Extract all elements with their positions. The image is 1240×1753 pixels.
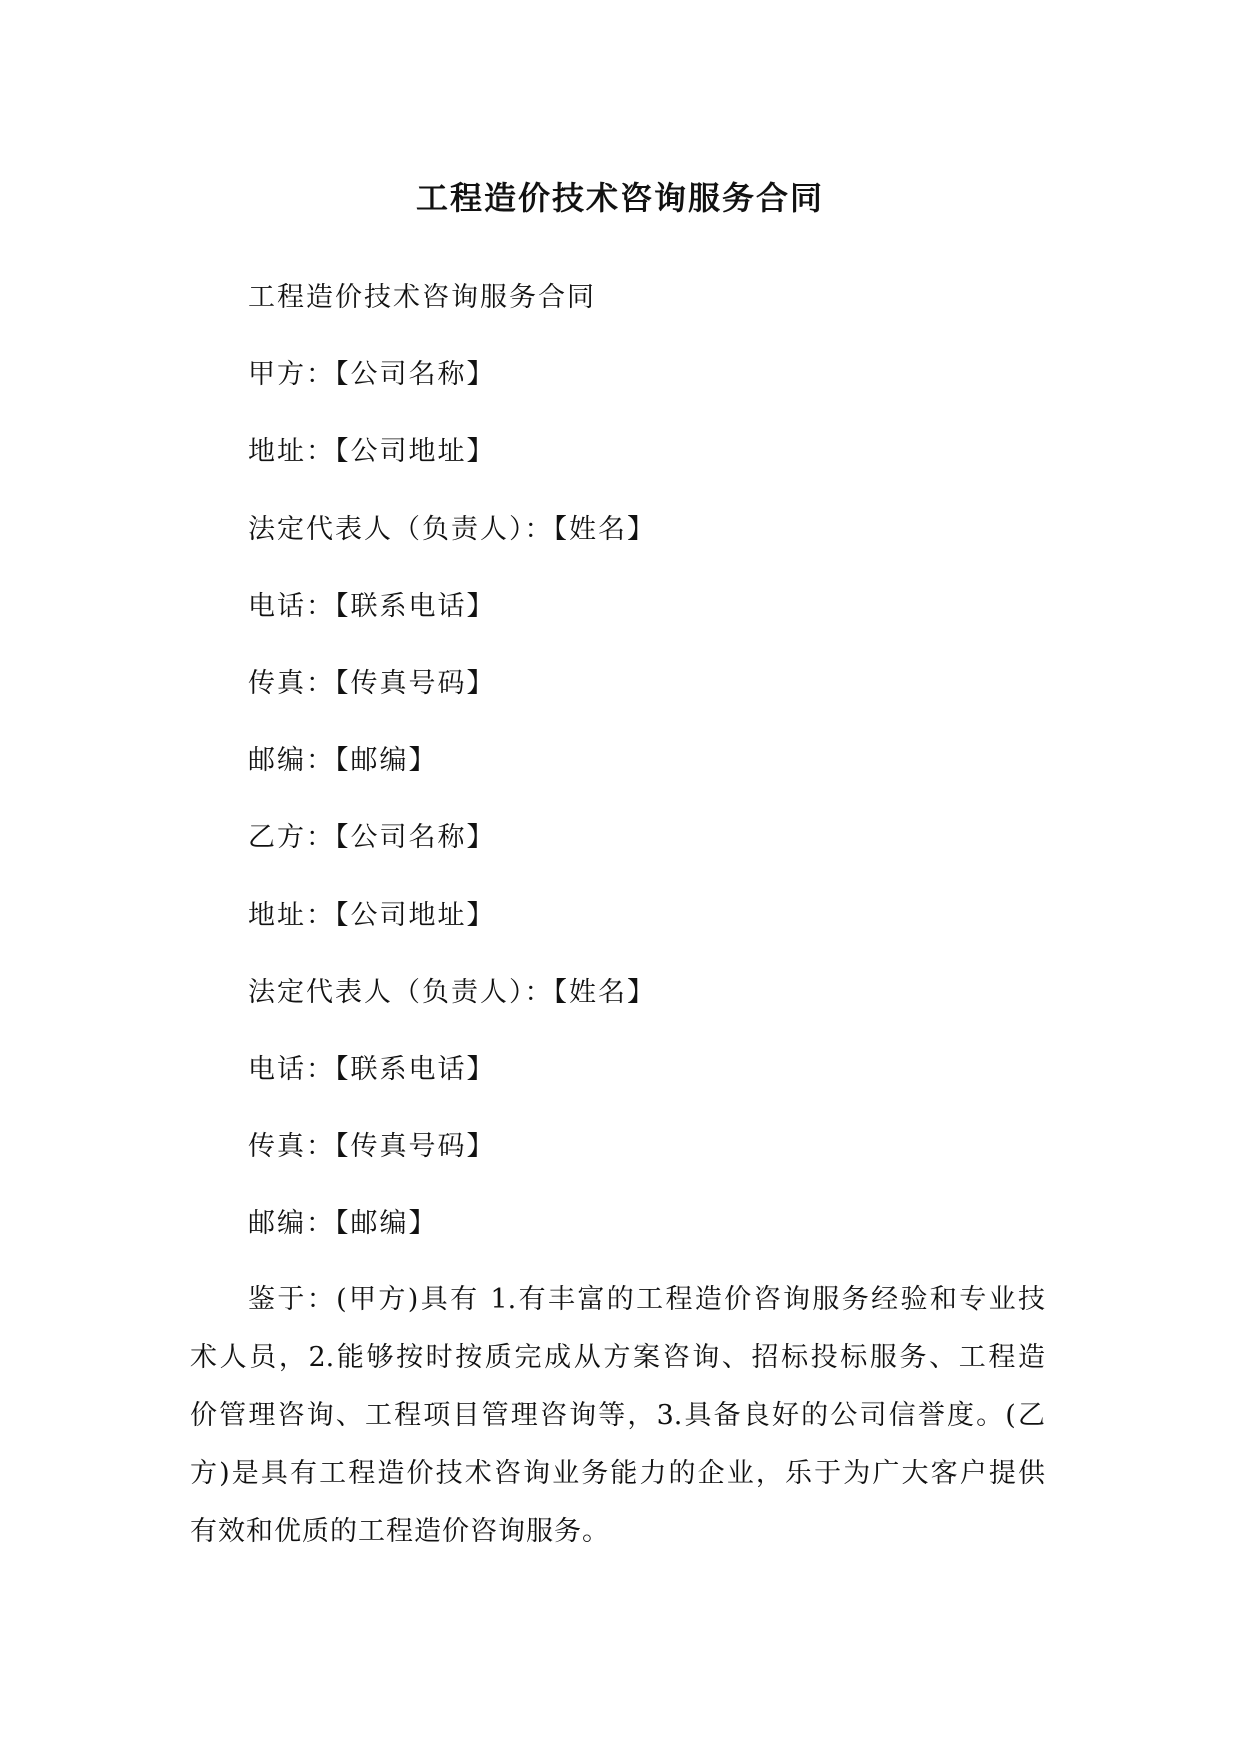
party-b-fax-value: 【传真号码】 — [335, 1131, 496, 1163]
party-b-postcode-label: 邮编： — [248, 1208, 335, 1240]
party-a-fax-line — [248, 645, 1068, 722]
party-b-phone-label: 电话： — [248, 1053, 335, 1085]
party-a-name-value: 【公司名称】 — [335, 359, 496, 391]
party-b-fax-line — [248, 1108, 1068, 1185]
recitals-line: 术人员，2.能够按时按质完成从方案咨询、招标投标服务、工程造 — [190, 1342, 1045, 1373]
recitals-line: 鉴于：(甲方)具有 1.有丰富的工程造价咨询服务经验和专业技 — [248, 1284, 1045, 1315]
party-b-postcode-value: 【邮编】 — [335, 1208, 438, 1240]
party-a-postcode-line — [248, 722, 1068, 799]
party-b-address-line — [248, 877, 1068, 954]
party-a-address-line — [248, 413, 1068, 490]
party-a-fax-value: 【传真号码】 — [335, 667, 496, 699]
recitals-line: 价管理咨询、工程项目管理咨询等，3.具备良好的公司信誉度。(乙 — [190, 1400, 1045, 1431]
contract-heading: 工程造价技术咨询服务合同 — [248, 282, 596, 313]
party-a-name-label: 甲方： — [248, 359, 335, 391]
party-b-name-value: 【公司名称】 — [335, 822, 496, 854]
party-b-name-label: 乙方： — [248, 822, 335, 854]
party-b-address-label: 地址： — [248, 899, 335, 931]
party-b-phone-line — [248, 1031, 1068, 1108]
party-a-address-label: 地址： — [248, 436, 335, 468]
recitals-line: 方)是具有工程造价技术咨询业务能力的企业，乐于为广大客户提供 — [190, 1458, 1045, 1489]
party-b-name-line — [248, 799, 1068, 876]
party-a-address-value: 【公司地址】 — [335, 436, 496, 468]
party-a-fax-label: 传真： — [248, 667, 335, 699]
party-b-phone-value: 【联系电话】 — [335, 1053, 496, 1085]
party-a-name-line — [248, 336, 1068, 413]
document-title: 工程造价技术咨询服务合同 — [415, 179, 824, 217]
party-b-representative-line — [248, 954, 1068, 1031]
party-a-representative-label: 法定代表人（负责人）： — [248, 513, 554, 545]
party-b-representative-value: 【姓名】 — [553, 976, 656, 1008]
party-a-phone-label: 电话： — [248, 590, 335, 622]
party-b-fax-label: 传真： — [248, 1131, 335, 1163]
party-b-postcode-line — [248, 1185, 1068, 1262]
party-a-phone-value: 【联系电话】 — [335, 590, 496, 622]
party-a-phone-line — [248, 568, 1068, 645]
contract-header-fields — [248, 259, 1068, 1262]
party-a-postcode-value: 【邮编】 — [335, 745, 438, 777]
party-a-representative-line — [248, 491, 1068, 568]
recitals-line: 有效和优质的工程造价咨询服务。 — [190, 1516, 610, 1547]
party-b-address-value: 【公司地址】 — [335, 899, 496, 931]
party-a-representative-value: 【姓名】 — [553, 513, 656, 545]
party-b-representative-label: 法定代表人（负责人）： — [248, 976, 554, 1008]
recitals-paragraph — [190, 1271, 1045, 1561]
party-a-postcode-label: 邮编： — [248, 745, 335, 777]
